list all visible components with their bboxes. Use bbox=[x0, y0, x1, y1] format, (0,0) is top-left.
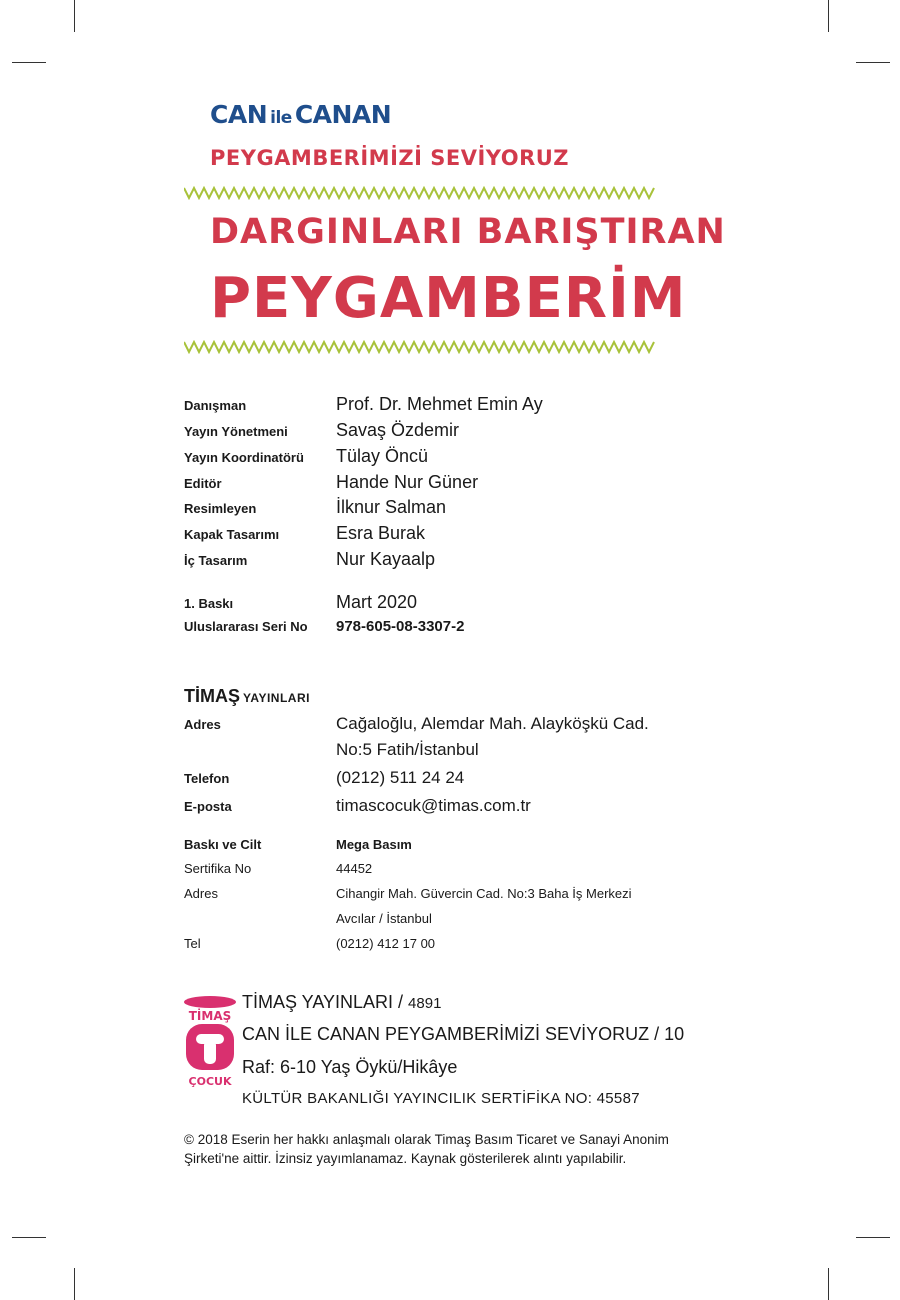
publisher-address-row bbox=[184, 714, 649, 736]
crop-mark bbox=[74, 0, 75, 32]
credit-row bbox=[184, 420, 459, 442]
credit-label: Resimleyen bbox=[184, 501, 257, 516]
publisher-email-label: E-posta bbox=[184, 799, 232, 814]
svg-text:ÇOCUK: ÇOCUK bbox=[188, 1075, 232, 1088]
credit-row bbox=[184, 497, 446, 519]
credit-label: Editör bbox=[184, 476, 222, 491]
imprint-line1: TİMAŞ YAYINLARI / 4891 bbox=[242, 992, 442, 1012]
printing-cert-row bbox=[184, 861, 372, 876]
imprint-line3: Raf: 6-10 Yaş Öykü/Hikâye bbox=[242, 1057, 458, 1077]
publisher-address-line2: No:5 Fatih/İstanbul bbox=[336, 740, 479, 759]
copyright-notice: © 2018 Eserin her hakkı anlaşmalı olarak Timaş Basım Ticaret ve Sanayi Anonim Şirketi'ne aittir. İzinsiz yayımlanamaz. Kaynak gösterilerek alıntı yapılabilir. bbox=[184, 1132, 669, 1166]
timas-cocuk-logo-icon bbox=[182, 994, 238, 1090]
crop-mark bbox=[12, 1237, 46, 1238]
credit-label: Danışman bbox=[184, 398, 247, 413]
crop-mark bbox=[12, 62, 46, 63]
printing-cert-label: Sertifika No bbox=[184, 861, 252, 876]
printing-row bbox=[184, 837, 412, 852]
printing-value: Mega Basım bbox=[336, 837, 412, 852]
printing-address-label: Adres bbox=[184, 886, 218, 901]
credit-value: Hande Nur Güner bbox=[336, 472, 479, 492]
crop-mark bbox=[74, 1268, 75, 1300]
isbn-label: Uluslararası Seri No bbox=[184, 619, 308, 634]
credit-value: Prof. Dr. Mehmet Emin Ay bbox=[336, 394, 543, 414]
credit-row bbox=[184, 472, 478, 494]
svg-text:TİMAŞ: TİMAŞ bbox=[188, 1009, 232, 1023]
imprint-line4: KÜLTÜR BAKANLIĞI YAYINCILIK SERTİFİKA NO: 45587 bbox=[242, 1090, 640, 1107]
publisher-phone-label: Telefon bbox=[184, 771, 230, 786]
credit-row bbox=[184, 523, 425, 545]
book-title-line2: PEYGAMBERİM bbox=[210, 266, 687, 331]
book-title-line1: DARGINLARI BARIŞTIRAN bbox=[210, 212, 726, 252]
credit-label: İç Tasarım bbox=[184, 553, 248, 568]
edition-value: Mart 2020 bbox=[336, 592, 418, 612]
isbn-value: 978-605-08-3307-2 bbox=[336, 618, 465, 635]
series-title: CAN ile CANAN bbox=[210, 100, 392, 129]
credit-value: Savaş Özdemir bbox=[336, 420, 460, 440]
printing-tel: (0212) 412 17 00 bbox=[336, 936, 436, 951]
credit-row bbox=[184, 446, 428, 468]
printing-tel-label: Tel bbox=[184, 936, 201, 951]
credit-value: Tülay Öncü bbox=[336, 446, 429, 466]
publisher-phone-row bbox=[184, 768, 464, 790]
publisher-phone: (0212) 511 24 24 bbox=[336, 768, 465, 787]
credit-value: Esra Burak bbox=[336, 523, 426, 543]
credit-value: İlknur Salman bbox=[336, 497, 447, 517]
credit-value: Nur Kayaalp bbox=[336, 549, 436, 569]
printing-cert: 44452 bbox=[336, 861, 373, 876]
crop-mark bbox=[828, 0, 829, 32]
printing-tel-row bbox=[184, 936, 435, 951]
credit-label: Kapak Tasarımı bbox=[184, 527, 280, 542]
credit-label: Yayın Yönetmeni bbox=[184, 424, 288, 439]
isbn-row bbox=[184, 618, 464, 640]
credit-label: Yayın Koordinatörü bbox=[184, 450, 304, 465]
publisher-address-label: Adres bbox=[184, 717, 221, 732]
printing-address-line2: Avcılar / İstanbul bbox=[336, 911, 432, 926]
printing-address-line1: Cihangir Mah. Güvercin Cad. No:3 Baha İş Merkezi bbox=[336, 886, 632, 901]
publisher-email: timascocuk@timas.com.tr bbox=[336, 796, 531, 815]
crop-mark bbox=[856, 62, 890, 63]
edition-row bbox=[184, 592, 417, 614]
credit-row bbox=[184, 394, 543, 416]
publisher-email-row bbox=[184, 796, 531, 818]
zigzag-divider-bottom bbox=[184, 340, 656, 354]
crop-mark bbox=[856, 1237, 890, 1238]
publisher-heading: TİMAŞ YAYINLARI bbox=[184, 686, 310, 706]
publisher-address-line1: Cağaloğlu, Alemdar Mah. Alayköşkü Cad. bbox=[336, 714, 649, 733]
credit-row bbox=[184, 549, 435, 571]
printing-address-row bbox=[184, 886, 632, 901]
zigzag-divider-top bbox=[184, 186, 656, 200]
imprint-line2: CAN İLE CANAN PEYGAMBERİMİZİ SEVİYORUZ / 10 bbox=[242, 1024, 685, 1044]
printing-label: Baskı ve Cilt bbox=[184, 837, 262, 852]
crop-mark bbox=[828, 1268, 829, 1300]
series-subtitle: PEYGAMBERİMİZİ SEVİYORUZ bbox=[210, 146, 570, 170]
edition-label: 1. Baskı bbox=[184, 596, 234, 611]
